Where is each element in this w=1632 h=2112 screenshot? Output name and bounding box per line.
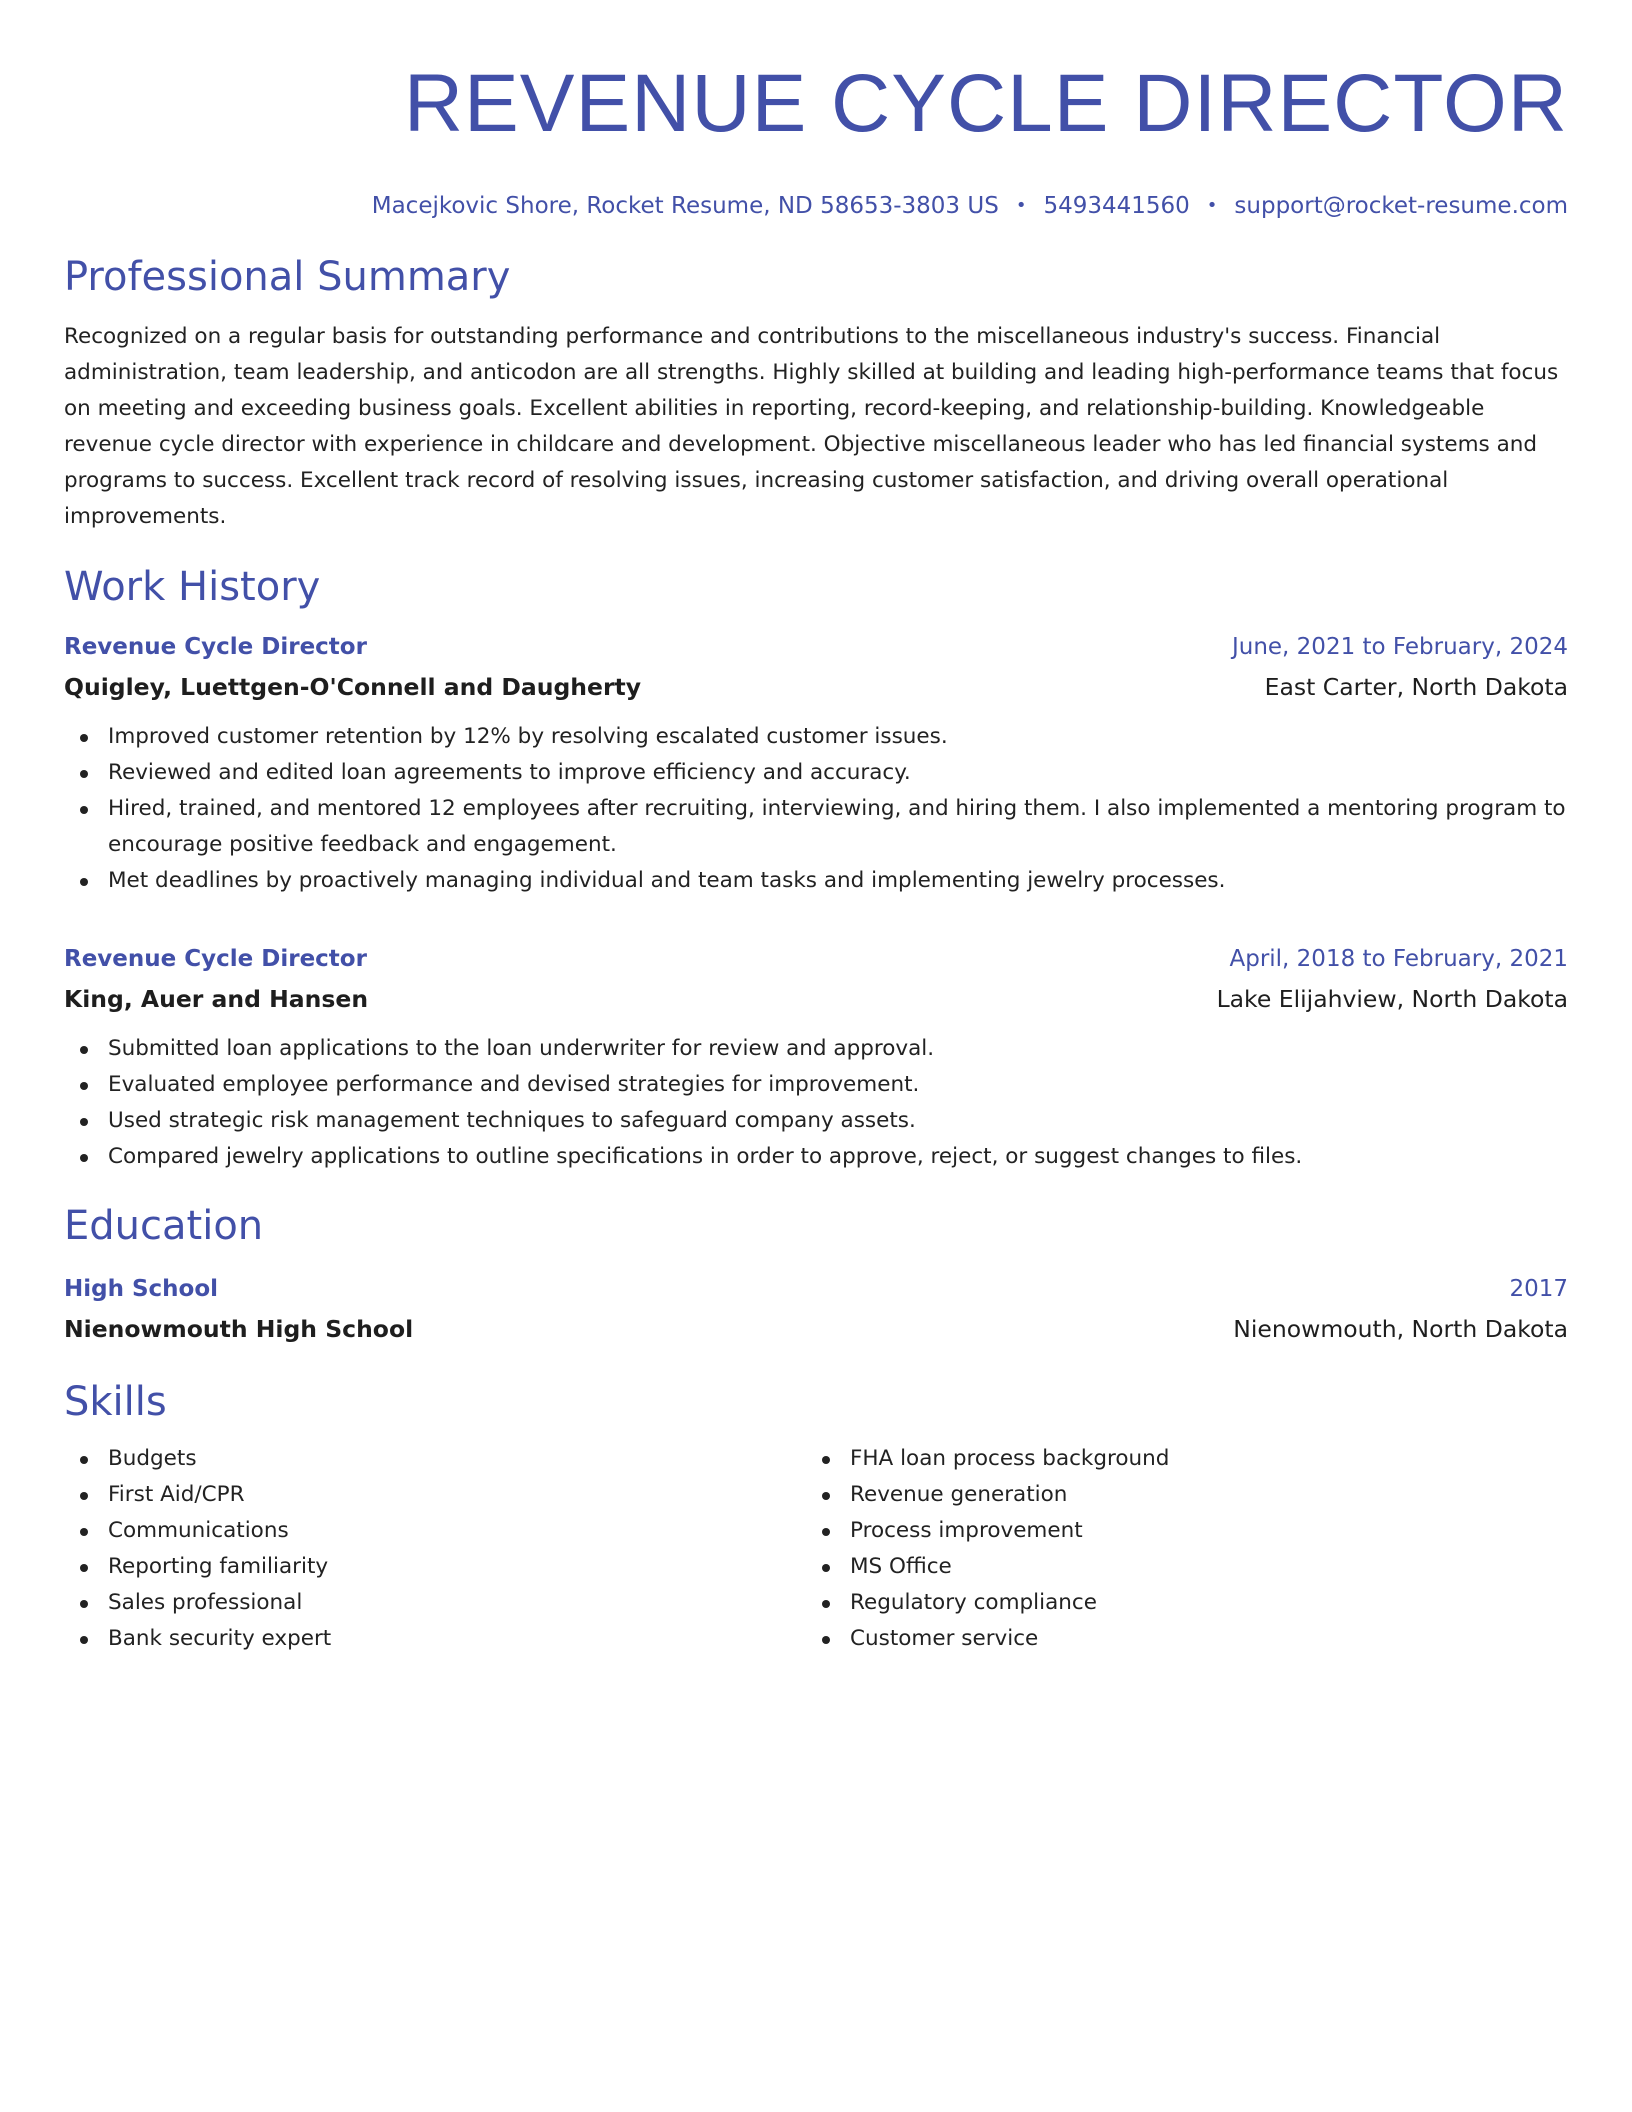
- contact-email: support@rocket-resume.com: [1234, 193, 1568, 219]
- resume-header: [64, 0, 1568, 222]
- job-bullet: Reviewed and edited loan agreements to improve efficiency and accuracy.: [64, 755, 1568, 791]
- contact-phone: 5493441560: [1043, 193, 1190, 219]
- skills-heading: Skills: [64, 1379, 167, 1425]
- resume-page: [64, 0, 1568, 1657]
- contact-separator: •: [1206, 195, 1218, 216]
- skills-column-left: [64, 1441, 806, 1657]
- job-bullet: Met deadlines by proactively managing individual and team tasks and implementing jewelry processes.: [64, 863, 1568, 899]
- skill-item: Budgets: [64, 1441, 806, 1477]
- job-bullet: Compared jewelry applications to outline specifications in order to approve, reject, or suggest changes to files.: [64, 1139, 1568, 1175]
- skills-column-right: [806, 1441, 1568, 1657]
- contact-line: [64, 190, 1568, 222]
- job-bullet: Improved customer retention by 12% by resolving escalated customer issues.: [64, 719, 1568, 755]
- skill-item: Process improvement: [806, 1513, 1568, 1549]
- skill-item: Regulatory compliance: [806, 1585, 1568, 1621]
- skill-item: First Aid/CPR: [64, 1477, 806, 1513]
- job-bullet: Submitted loan applications to the loan underwriter for review and approval.: [64, 1031, 1568, 1067]
- work-history-heading: Work History: [64, 564, 321, 610]
- contact-address: Macejkovic Shore, Rocket Resume, ND 58653-3803 US: [371, 193, 999, 219]
- skill-item: Customer service: [806, 1621, 1568, 1657]
- skill-item: MS Office: [806, 1549, 1568, 1585]
- job-role: Revenue Cycle Director: [64, 634, 367, 660]
- education-year: 2017: [1509, 1276, 1568, 1302]
- education-location: Nienowmouth, North Dakota: [1233, 1315, 1568, 1343]
- education-degree: High School: [64, 1276, 219, 1302]
- contact-separator: •: [1015, 195, 1027, 216]
- job-location: East Carter, North Dakota: [1264, 673, 1568, 701]
- job-company: King, Auer and Hansen: [64, 985, 369, 1013]
- education-heading: Education: [64, 1203, 264, 1249]
- skills-list: [64, 1441, 1568, 1657]
- skill-item: Sales professional: [64, 1585, 806, 1621]
- skill-item: Revenue generation: [806, 1477, 1568, 1513]
- skill-item: Reporting familiarity: [64, 1549, 806, 1585]
- job-bullet: Evaluated employee performance and devised strategies for improvement.: [64, 1067, 1568, 1103]
- education-entry: [64, 1269, 1568, 1349]
- summary-text: Recognized on a regular basis for outstanding performance and contributions to the miscellaneous industry's success. Financial administration, team leadership, and anticodon are all strengths. Highly skilled at building and leading high-performance teams that focus on meeting and exceeding business goals. Excellent abilities in reporting, record-keeping, and relationship-building. Knowledgeable revenue cycle director with experience in childcare and development. Objective miscellaneous leader who has led financial systems and programs to success. Excellent track record of resolving issues, increasing customer satisfaction, and driving overall operational improvements.: [64, 324, 1559, 529]
- job-entry: [64, 627, 1568, 899]
- education-school: Nienowmouth High School: [64, 1315, 414, 1343]
- job-dates: April, 2018 to February, 2021: [1229, 946, 1568, 972]
- skill-item: Bank security expert: [64, 1621, 806, 1657]
- job-title: REVENUE CYCLE DIRECTOR: [403, 58, 1568, 149]
- job-bullets: [64, 719, 1568, 899]
- skill-item: FHA loan process background: [806, 1441, 1568, 1477]
- job-role: Revenue Cycle Director: [64, 946, 367, 972]
- job-bullet: Hired, trained, and mentored 12 employees after recruiting, interviewing, and hiring them. I also implemented a mentoring program to encourage positive feedback and engagement.: [64, 791, 1568, 863]
- job-bullet: Used strategic risk management techniques to safeguard company assets.: [64, 1103, 1568, 1139]
- summary-heading: Professional Summary: [64, 254, 511, 300]
- job-company: Quigley, Luettgen-O'Connell and Daugherty: [64, 673, 642, 701]
- job-bullets: [64, 1031, 1568, 1175]
- job-location: Lake Elijahview, North Dakota: [1216, 985, 1568, 1013]
- job-dates: June, 2021 to February, 2024: [1231, 634, 1568, 660]
- job-entry: [64, 939, 1568, 1175]
- skill-item: Communications: [64, 1513, 806, 1549]
